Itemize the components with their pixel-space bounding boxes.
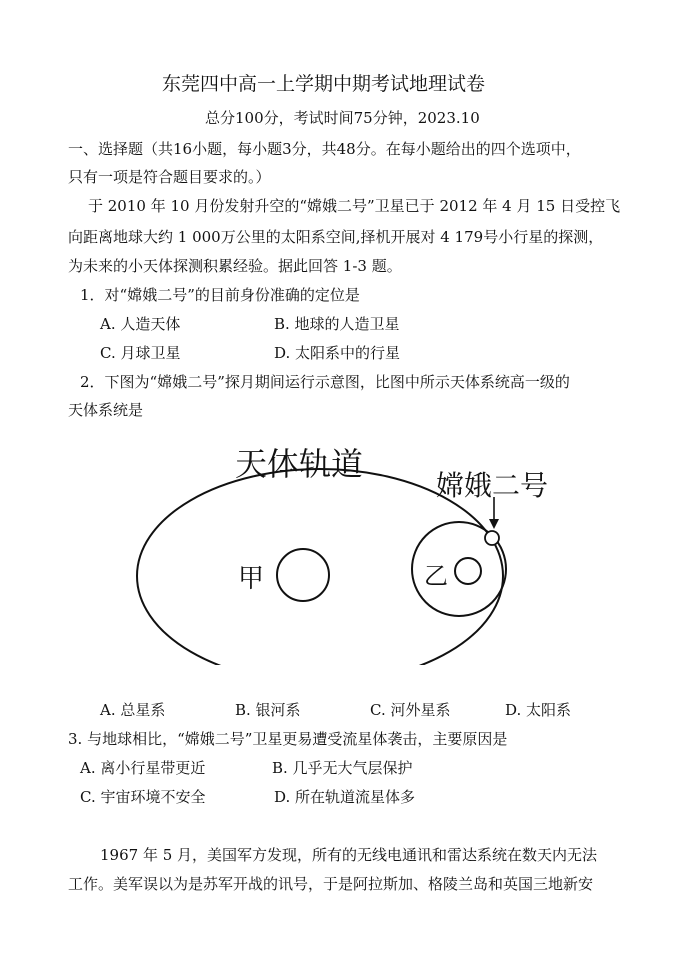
question-3-option-d: D. 所在轨道流星体多 xyxy=(274,788,416,806)
satellite-pointer-arrowhead xyxy=(489,519,499,529)
body-yi-label: 乙 xyxy=(424,562,448,590)
question-3-stem: 3. 与地球相比，“嫦娥二号”卫星更易遭受流星体袭击，主要原因是 xyxy=(68,730,508,748)
question-1-option-b: B. 地球的人造卫星 xyxy=(274,315,400,333)
passage-2-line-2: 工作。美军误以为是苏军开战的讯号，于是阿拉斯加、格陵兰岛和英国三地新安 xyxy=(68,875,594,893)
page-title: 东莞四中高一上学期中期考试地理试卷 xyxy=(162,73,486,95)
body-jia-label: 甲 xyxy=(238,564,265,594)
body-yi-circle xyxy=(455,558,481,584)
question-1-option-d: D. 太阳系中的行星 xyxy=(274,344,401,362)
page-subtitle: 总分100分，考试时间75分钟，2023.10 xyxy=(205,109,480,127)
question-2-stem: 2．下图为“嫦娥二号”探月期间运行示意图，比图中所示天体系统高一级的 xyxy=(80,373,570,391)
passage-2-line-1: 1967 年 5 月，美国军方发现，所有的无线电通讯和雷达系统在数天内无法 xyxy=(100,846,598,864)
question-2-option-a: A. 总星系 xyxy=(100,701,166,719)
question-2-option-c: C. 河外星系 xyxy=(370,701,451,719)
question-2-option-d: D. 太阳系 xyxy=(505,701,572,719)
question-1-stem: 1．对“嫦娥二号”的目前身份准确的定位是 xyxy=(80,286,360,304)
question-1-option-a: A. 人造天体 xyxy=(100,315,181,333)
section-heading-cont: 只有一项是符合题目要求的。） xyxy=(68,168,271,186)
passage-1-line-3: 为未来的小天体探测积累经验。据此回答 1-3 题。 xyxy=(68,257,402,275)
question-3-option-b: B. 几乎无大气层保护 xyxy=(272,759,413,777)
body-jia-circle xyxy=(277,549,329,601)
satellite-label: 嫦娥二号 xyxy=(436,469,549,502)
question-1-option-c: C. 月球卫星 xyxy=(100,344,181,362)
satellite-circle xyxy=(485,531,499,545)
question-3-option-a: A. 离小行星带更近 xyxy=(80,759,206,777)
question-2-stem-cont: 天体系统是 xyxy=(68,401,144,419)
orbit-diagram xyxy=(120,435,580,665)
question-3-option-c: C. 宇宙环境不安全 xyxy=(80,788,206,806)
passage-1-line-1: 于 2010 年 10 月份发射升空的“嫦娥二号”卫星已于 2012 年 4 月 15 日受控飞 xyxy=(88,197,621,215)
question-2-option-b: B. 银河系 xyxy=(235,701,301,719)
section-heading: 一、选择题（共16小题，每小题3分，共48分。在每小题给出的四个选项中， xyxy=(68,140,581,158)
passage-1-line-2: 向距离地球大约 1 000万公里的太阳系空间,择机开展对 4 179号小行星的探测， xyxy=(68,228,604,246)
orbit-label: 天体轨道 xyxy=(235,445,364,483)
